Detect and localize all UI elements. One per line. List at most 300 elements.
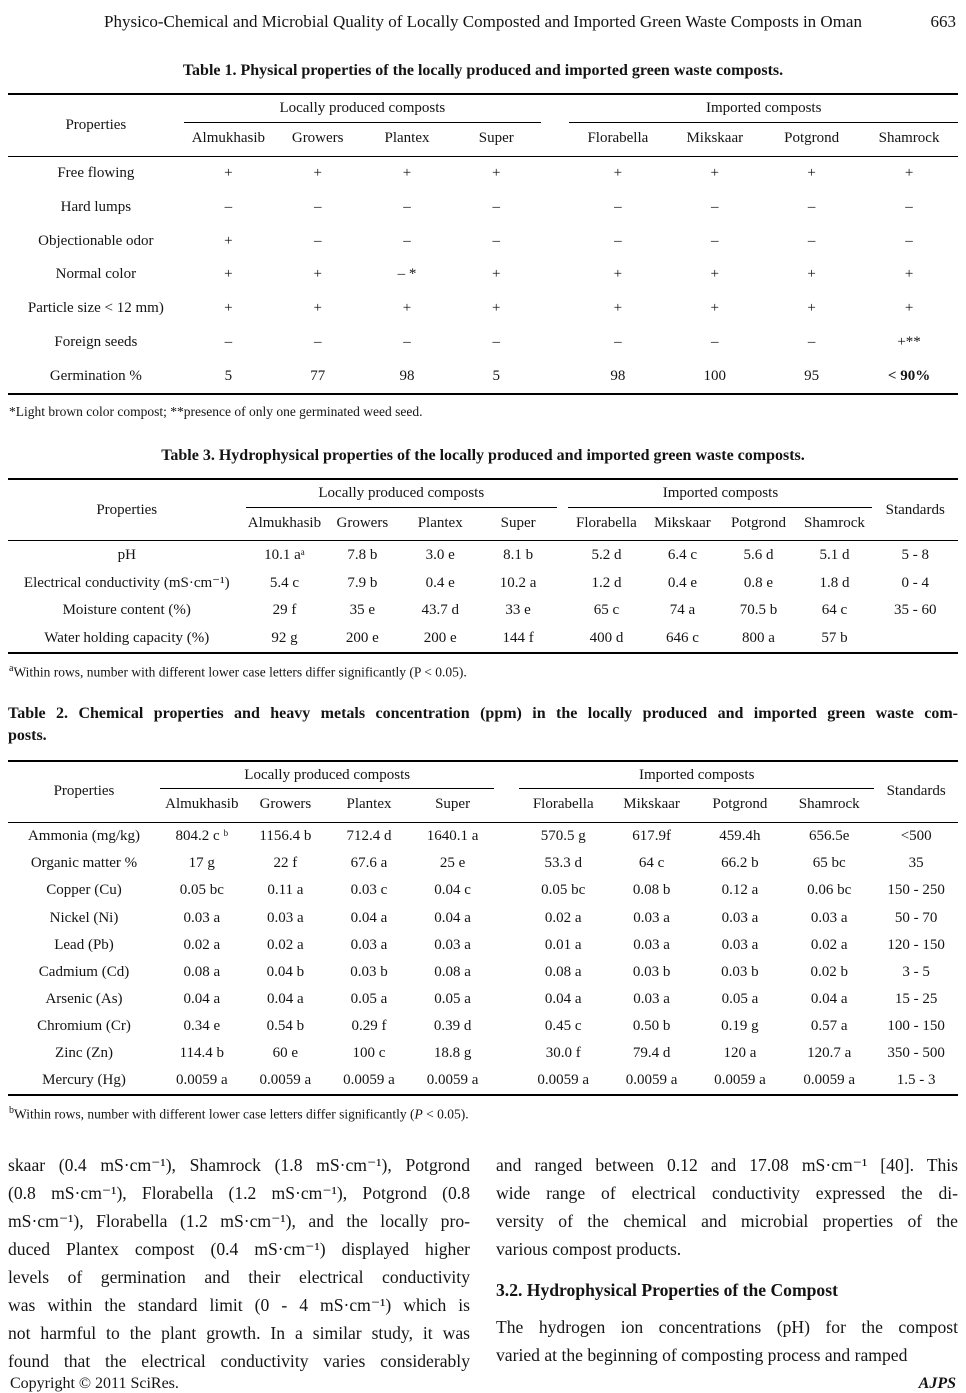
table1-footnote: *Light brown color compost; **presence of only one germinated weed seed. [9, 403, 423, 419]
table3-group-gap [557, 479, 568, 541]
standards-cell: 50 - 70 [894, 909, 938, 926]
table-cell: 0.0059 a [426, 1072, 479, 1089]
table-row [8, 190, 958, 224]
row-label: Nickel (Ni) [49, 909, 119, 926]
table-cell: 0.04 a [183, 990, 221, 1007]
table-cell: 17 g [188, 855, 215, 872]
standards-cell: 5 - 8 [901, 546, 929, 563]
table-cell: + [224, 165, 233, 181]
row-label: Electrical conductivity (mS·cm⁻¹) [23, 574, 230, 591]
column-header: Potgrond [730, 514, 786, 531]
column-header: Plantex [384, 129, 430, 146]
table-cell: 8.1 b [503, 546, 534, 563]
table1-group-header-row [8, 94, 958, 122]
table-cell: 0.03 b [632, 963, 671, 980]
table-cell: 79.4 d [632, 1045, 671, 1062]
standards-cell: 3 - 5 [902, 963, 930, 980]
table-cell: – [403, 333, 411, 350]
paragraph [496, 1313, 958, 1369]
table-cell: – [492, 198, 501, 215]
table-cell: 57 b [821, 630, 848, 646]
table-cell: 0.03 b [721, 963, 759, 980]
table-cell: 0.05 a [434, 990, 471, 1007]
table-cell: 0.05 a [721, 990, 759, 1007]
table1-properties-header: Properties [8, 94, 184, 156]
table-cell: 70.5 b [739, 602, 778, 619]
footnote-text: Within rows, number with different lower case letters differ significantly (P < 0.05). [13, 664, 467, 680]
table-row [8, 156, 958, 190]
column-header: Growers [259, 796, 312, 813]
column-header: Plantex [346, 796, 392, 813]
table-cell: + [613, 300, 623, 316]
column-header: Mikskaar [623, 796, 680, 813]
table-cell: 0.03 a [350, 936, 388, 953]
table-cell: 0.0059 a [625, 1072, 678, 1089]
table-row [8, 325, 958, 359]
table-cell: 33 e [505, 602, 531, 619]
table-cell: 0.4 e [667, 574, 698, 591]
column-header: Super [500, 514, 536, 531]
table-cell: – [614, 333, 622, 350]
table1-imported-group-header: Imported composts [569, 94, 958, 122]
table2-caption [8, 703, 958, 748]
row-label: Foreign seeds [54, 333, 138, 350]
row-label: Objectionable odor [38, 232, 154, 249]
table-cell: 30.0 f [545, 1045, 581, 1062]
table-cell: – [711, 333, 719, 350]
table-cell: 18.8 g [433, 1045, 472, 1062]
table-cell: 22 f [273, 855, 298, 872]
table-cell: – [614, 232, 622, 249]
table-cell: 5.2 d [591, 546, 622, 563]
standards-cell: 35 - 60 [893, 602, 937, 619]
row-label: Water holding capacity (%) [44, 630, 210, 646]
table-row [8, 292, 958, 326]
group-gap-cell [557, 569, 568, 597]
text-line: (0.8 mS·cm⁻¹), Florabella (1.2 mS·cm⁻¹), Potgrond (0.8 [8, 1182, 470, 1203]
table-cell: 0.04 a [267, 990, 304, 1007]
standards-cell: 350 - 500 [887, 1045, 945, 1062]
table-cell: + [904, 300, 914, 316]
table1-caption: Table 1. Physical properties of the locally produced and imported green waste composts. [182, 62, 784, 79]
table-cell: – * [397, 266, 417, 283]
table-cell: – [711, 232, 719, 249]
table-cell: 0.08 b [632, 882, 671, 899]
text-line: not harmful to the plant growth. In a similar study, it was [8, 1322, 470, 1343]
column-header: Almukhasib [247, 514, 322, 531]
table-cell: + [313, 165, 322, 181]
row-label: Moisture content (%) [62, 602, 191, 619]
table2-properties-header: Properties [8, 761, 160, 823]
table-cell: 0.03 a [633, 990, 670, 1007]
table2-group-gap [494, 761, 519, 823]
table-row [8, 986, 958, 1013]
table-cell: 92 g [271, 630, 298, 646]
table-cell: – [711, 198, 719, 215]
table-row [8, 959, 958, 986]
table-cell: 0.02 a [267, 936, 304, 953]
text-line: duced Plantex compost (0.4 mS·cm⁻¹) displayed higher [8, 1238, 470, 1259]
table-row [8, 569, 958, 597]
table-cell: 5.6 d [743, 546, 774, 563]
group-gap-cell [494, 986, 519, 1013]
row-label: Germination % [49, 367, 142, 384]
table-cell: 459.4h [719, 828, 761, 845]
row-label: Lead (Pb) [54, 936, 114, 953]
table-cell: < 90% [887, 367, 931, 384]
table-cell: 0.19 g [721, 1018, 759, 1035]
page-footer [8, 1375, 958, 1393]
standards-cell [872, 625, 958, 654]
text-line: was within the standard limit (0 - 4 mS·cm⁻¹) which is [8, 1294, 470, 1315]
table-cell: 0.08 a [183, 963, 221, 980]
table-cell: 0.0059 a [803, 1072, 856, 1089]
group-gap-cell [494, 959, 519, 986]
table-cell: + [313, 266, 322, 283]
table-cell: 656.5e [809, 828, 850, 845]
text-line: mS·cm⁻¹), Florabella (1.2 mS·cm⁻¹), and the locally pro- [8, 1210, 470, 1231]
table-cell: 0.0059 a [175, 1072, 228, 1089]
table-cell: 0.12 a [721, 882, 759, 899]
table-cell: 60 e [272, 1045, 299, 1062]
row-label: Mercury (Hg) [42, 1072, 126, 1089]
table-cell: 1156.4 b [259, 828, 312, 845]
table-cell: 0.02 a [183, 936, 221, 953]
table-cell: 7.8 b [347, 546, 378, 563]
table-cell: – [224, 333, 233, 350]
table-cell: 1.8 d [819, 574, 850, 591]
table-cell: 0.29 f [351, 1018, 387, 1035]
running-title: Physico-Chemical and Microbial Quality of Locally Composted and Imported Green Waste Composts in Oman [104, 12, 862, 31]
table-cell: 67.6 a [350, 855, 388, 872]
column-header: Plantex [417, 514, 463, 531]
column-header: Super [435, 796, 471, 813]
table-cell: + [613, 266, 623, 283]
table-cell: 0.08 a [544, 963, 582, 980]
text-line: wide range of electrical conductivity expressed the di- [496, 1182, 958, 1203]
table-cell: – [492, 333, 501, 350]
table-cell: 5 [224, 367, 233, 384]
table-cell: 0.05 bc [179, 882, 224, 899]
table-cell: – [313, 232, 322, 249]
table-row [8, 1067, 958, 1095]
group-gap-cell [494, 850, 519, 877]
table-cell: 0.54 b [266, 1018, 305, 1035]
table-cell: 0.05 a [350, 990, 388, 1007]
row-label: Arsenic (As) [45, 990, 123, 1007]
table-cell: 0.03 a [434, 936, 471, 953]
table-cell: – [807, 198, 816, 215]
table-row [8, 904, 958, 931]
paragraph [496, 1151, 958, 1263]
table-cell: 400 d [589, 630, 624, 646]
table-cell: 0.04 a [434, 909, 471, 926]
standards-cell: 0 - 4 [901, 574, 929, 591]
table-cell: 0.34 e [183, 1018, 221, 1035]
table-cell: + [224, 232, 233, 249]
table-cell: 5 [492, 367, 501, 384]
standards-cell: <500 [900, 828, 932, 845]
table2-local-group-header: Locally produced composts [160, 761, 494, 789]
table-cell: 35 e [349, 602, 376, 619]
table3-standards-header: Standards [872, 479, 958, 541]
table-cell: + [807, 300, 816, 316]
table-cell: 0.01 a [544, 936, 582, 953]
table-cell: + [710, 266, 719, 283]
column-header: Shamrock [878, 129, 940, 146]
body-text [8, 1151, 958, 1375]
page-number: 663 [930, 12, 956, 31]
table2-caption-line: Table 2. Chemical properties and heavy metals concentration (ppm) in the locally produced and imported green waste com- [8, 704, 958, 722]
group-gap-cell [557, 597, 568, 625]
table-cell: + [224, 266, 233, 283]
table-cell: 0.04 c [434, 882, 471, 899]
group-gap-cell [541, 190, 570, 224]
column-header: Growers [291, 129, 344, 146]
column-header: Shamrock [804, 514, 865, 531]
table-cell: 0.03 a [721, 909, 759, 926]
group-gap-cell [541, 325, 570, 359]
table-cell: 7.9 b [347, 574, 378, 591]
table-cell: 95 [804, 367, 820, 384]
row-label: Chromium (Cr) [37, 1018, 131, 1035]
table-cell: + [710, 165, 719, 181]
table-cell: 114.4 b [179, 1045, 225, 1062]
standards-cell: 150 - 250 [887, 882, 945, 899]
column-header: Potgrond [712, 796, 768, 813]
standards-cell: 15 - 25 [894, 990, 938, 1007]
table-cell: 0.8 e [743, 574, 774, 591]
table-cell: 0.03 a [633, 909, 670, 926]
table-cell: 5.1 d [819, 546, 850, 563]
table-cell: 200 e [423, 630, 457, 646]
table2-imported-group-header: Imported composts [519, 761, 874, 789]
row-label: Copper (Cu) [46, 882, 122, 899]
table-cell: 65 c [593, 602, 620, 619]
column-header: Almukhasib [165, 796, 239, 813]
table-row [8, 224, 958, 258]
table2-chemical-properties [8, 760, 958, 1097]
table-cell: 0.03 a [183, 909, 221, 926]
table-cell: 53.3 d [544, 855, 582, 872]
table-cell: + [313, 300, 322, 316]
table-cell: 0.11 a [267, 882, 304, 899]
table-cell: 0.03 c [350, 882, 388, 899]
table-cell: +** [897, 333, 921, 350]
group-gap-cell [494, 823, 519, 851]
standards-cell: 1.5 - 3 [896, 1072, 936, 1089]
table-cell: 617.9f [632, 828, 671, 845]
table2-group-header-row [8, 761, 958, 789]
group-gap-cell [557, 541, 568, 569]
table-cell: + [904, 266, 914, 283]
column-header: Shamrock [798, 796, 860, 813]
table-cell: 0.04 a [810, 990, 848, 1007]
table-cell: 66.2 b [721, 855, 759, 872]
table-cell: – [313, 333, 322, 350]
table-cell: – [807, 232, 816, 249]
table-cell: 74 a [669, 602, 696, 619]
section-heading: 3.2. Hydrophysical Properties of the Compost [496, 1279, 838, 1300]
row-label: Zinc (Zn) [55, 1045, 113, 1062]
table-cell: 646 c [665, 630, 699, 646]
table-cell: 98 [399, 367, 415, 384]
table-cell: 0.03 a [810, 909, 848, 926]
table3-caption: Table 3. Hydrophysical properties of the locally produced and imported green waste composts. [161, 446, 805, 464]
table-cell: 0.02 b [810, 963, 848, 980]
column-header: Mikskaar [654, 514, 711, 531]
table2-caption-line: posts. [8, 727, 47, 745]
table-cell: – [905, 198, 913, 215]
table-cell: – [224, 198, 233, 215]
group-gap-cell [494, 932, 519, 959]
table-cell: 0.03 a [267, 909, 304, 926]
table1-local-group-header: Locally produced composts [184, 94, 541, 122]
table-cell: + [904, 165, 914, 181]
table-row [8, 541, 958, 569]
row-label: Free flowing [57, 165, 135, 181]
footnote-marker: b [9, 1105, 14, 1117]
column-header: Growers [336, 514, 389, 531]
table-cell: + [613, 165, 623, 181]
table-cell: + [402, 165, 412, 181]
table-cell: 144 f [502, 630, 534, 646]
table-cell: 5.4 c [269, 574, 300, 591]
table-cell: 10.2 a [499, 574, 537, 591]
row-label: pH [117, 546, 136, 563]
standards-cell: 100 - 150 [887, 1018, 945, 1035]
table2-standards-header: Standards [874, 761, 958, 823]
group-gap-cell [557, 625, 568, 654]
table-cell: 0.03 a [721, 936, 759, 953]
table-cell: 0.0059 a [343, 1072, 395, 1089]
table-cell: 25 e [439, 855, 466, 872]
table-cell: + [492, 165, 501, 181]
table3-footnote [9, 663, 958, 681]
table-row [8, 1040, 958, 1067]
row-label: Hard lumps [60, 198, 132, 215]
table-cell: 0.39 d [433, 1018, 472, 1035]
table-row [8, 877, 958, 904]
text-line: The hydrogen ion concentrations (pH) for the compost [496, 1316, 958, 1337]
group-gap-cell [494, 877, 519, 904]
table-cell: 0.04 a [544, 990, 582, 1007]
table-cell: + [224, 300, 233, 316]
standards-cell: 120 - 150 [887, 936, 945, 953]
table-cell: + [710, 300, 719, 316]
table-cell: – [492, 232, 501, 249]
table-cell: – [905, 232, 913, 249]
table-cell: + [492, 266, 501, 283]
table-cell: 712.4 d [346, 828, 392, 845]
table-row [8, 932, 958, 959]
table-row [8, 625, 958, 654]
table-cell: 0.02 a [810, 936, 848, 953]
table-cell: + [807, 266, 816, 283]
footnote-text: Within rows, number with different lower case letters differ significantly ( [14, 1106, 415, 1122]
group-gap-cell [494, 904, 519, 931]
table-cell: 1640.1 a [426, 828, 479, 845]
text-line: varied at the beginning of composting process and ramped [496, 1344, 908, 1365]
table-cell: 64 c [638, 855, 665, 872]
body-left-column [8, 1151, 470, 1375]
table3-imported-group-header: Imported composts [568, 479, 872, 507]
footer-copyright: Copyright © 2011 SciRes. [10, 1374, 179, 1392]
table-cell: – [313, 198, 322, 215]
table-cell: 0.05 bc [541, 882, 586, 899]
table-cell: 98 [610, 367, 626, 384]
row-label: Particle size < 12 mm) [27, 300, 164, 316]
text-line: and ranged between 0.12 and 17.08 mS·cm⁻¹ [40]. This [496, 1154, 958, 1175]
table-cell: 120.7 a [807, 1045, 852, 1062]
text-line: levels of germination and their electrical conductivity [8, 1266, 470, 1287]
column-header: Almukhasib [191, 129, 266, 146]
text-line: versity of the chemical and microbial properties of the [496, 1210, 958, 1231]
table3-hydrophysical-properties [8, 478, 958, 655]
table-cell: 200 e [345, 630, 379, 646]
table-cell: 77 [310, 367, 326, 384]
column-header: Florabella [532, 796, 594, 813]
table1-group-gap [541, 94, 570, 156]
table-cell: 0.0059 a [714, 1072, 766, 1089]
table-cell: 800 a [741, 630, 775, 646]
table-cell: 1.2 d [591, 574, 622, 591]
group-gap-cell [494, 1067, 519, 1095]
group-gap-cell [541, 258, 570, 292]
group-gap-cell [494, 1040, 519, 1067]
table-cell: 100 c [352, 1045, 386, 1062]
column-header: Mikskaar [686, 129, 744, 146]
table-row [8, 823, 958, 851]
table-row [8, 1013, 958, 1040]
text-line: found that the electrical conductivity varies considerably [8, 1350, 470, 1371]
table-cell: 10.1 aᵃ [264, 546, 305, 563]
footer-journal-abbrev: AJPS [918, 1374, 956, 1392]
group-gap-cell [494, 1013, 519, 1040]
table-row [8, 258, 958, 292]
table-cell: 6.4 c [667, 546, 698, 563]
column-header: Potgrond [784, 129, 840, 146]
table-cell: – [614, 198, 622, 215]
table3-properties-header: Properties [8, 479, 246, 541]
group-gap-cell [541, 224, 570, 258]
text-line: skaar (0.4 mS·cm⁻¹), Shamrock (1.8 mS·cm⁻¹), Potgrond [8, 1154, 470, 1175]
group-gap-cell [541, 156, 570, 190]
row-label: Normal color [55, 266, 137, 283]
table-cell: 120 a [723, 1045, 757, 1062]
group-gap-cell [541, 359, 570, 394]
table-cell: 0.50 b [632, 1018, 671, 1035]
table-cell: 3.0 e [425, 546, 455, 563]
table-cell: 804.2 c ᵇ [175, 828, 229, 845]
table-cell: 0.04 a [350, 909, 388, 926]
table-row [8, 850, 958, 877]
table3-local-group-header: Locally produced composts [246, 479, 558, 507]
standards-cell: 35 [908, 855, 924, 872]
table-cell: – [403, 232, 411, 249]
row-label: Cadmium (Cd) [38, 963, 130, 980]
table-cell: + [402, 300, 412, 316]
text-line: various compost products. [496, 1238, 682, 1259]
table-cell: 29 f [272, 602, 297, 619]
table-cell: 0.03 a [633, 936, 670, 953]
footnote-marker: a [9, 663, 14, 675]
table-cell: 0.02 a [544, 909, 582, 926]
table-cell: 100 [703, 367, 727, 384]
table-cell: 0.4 e [425, 574, 455, 591]
table-cell: 0.57 a [810, 1018, 848, 1035]
table-cell: + [807, 165, 816, 181]
